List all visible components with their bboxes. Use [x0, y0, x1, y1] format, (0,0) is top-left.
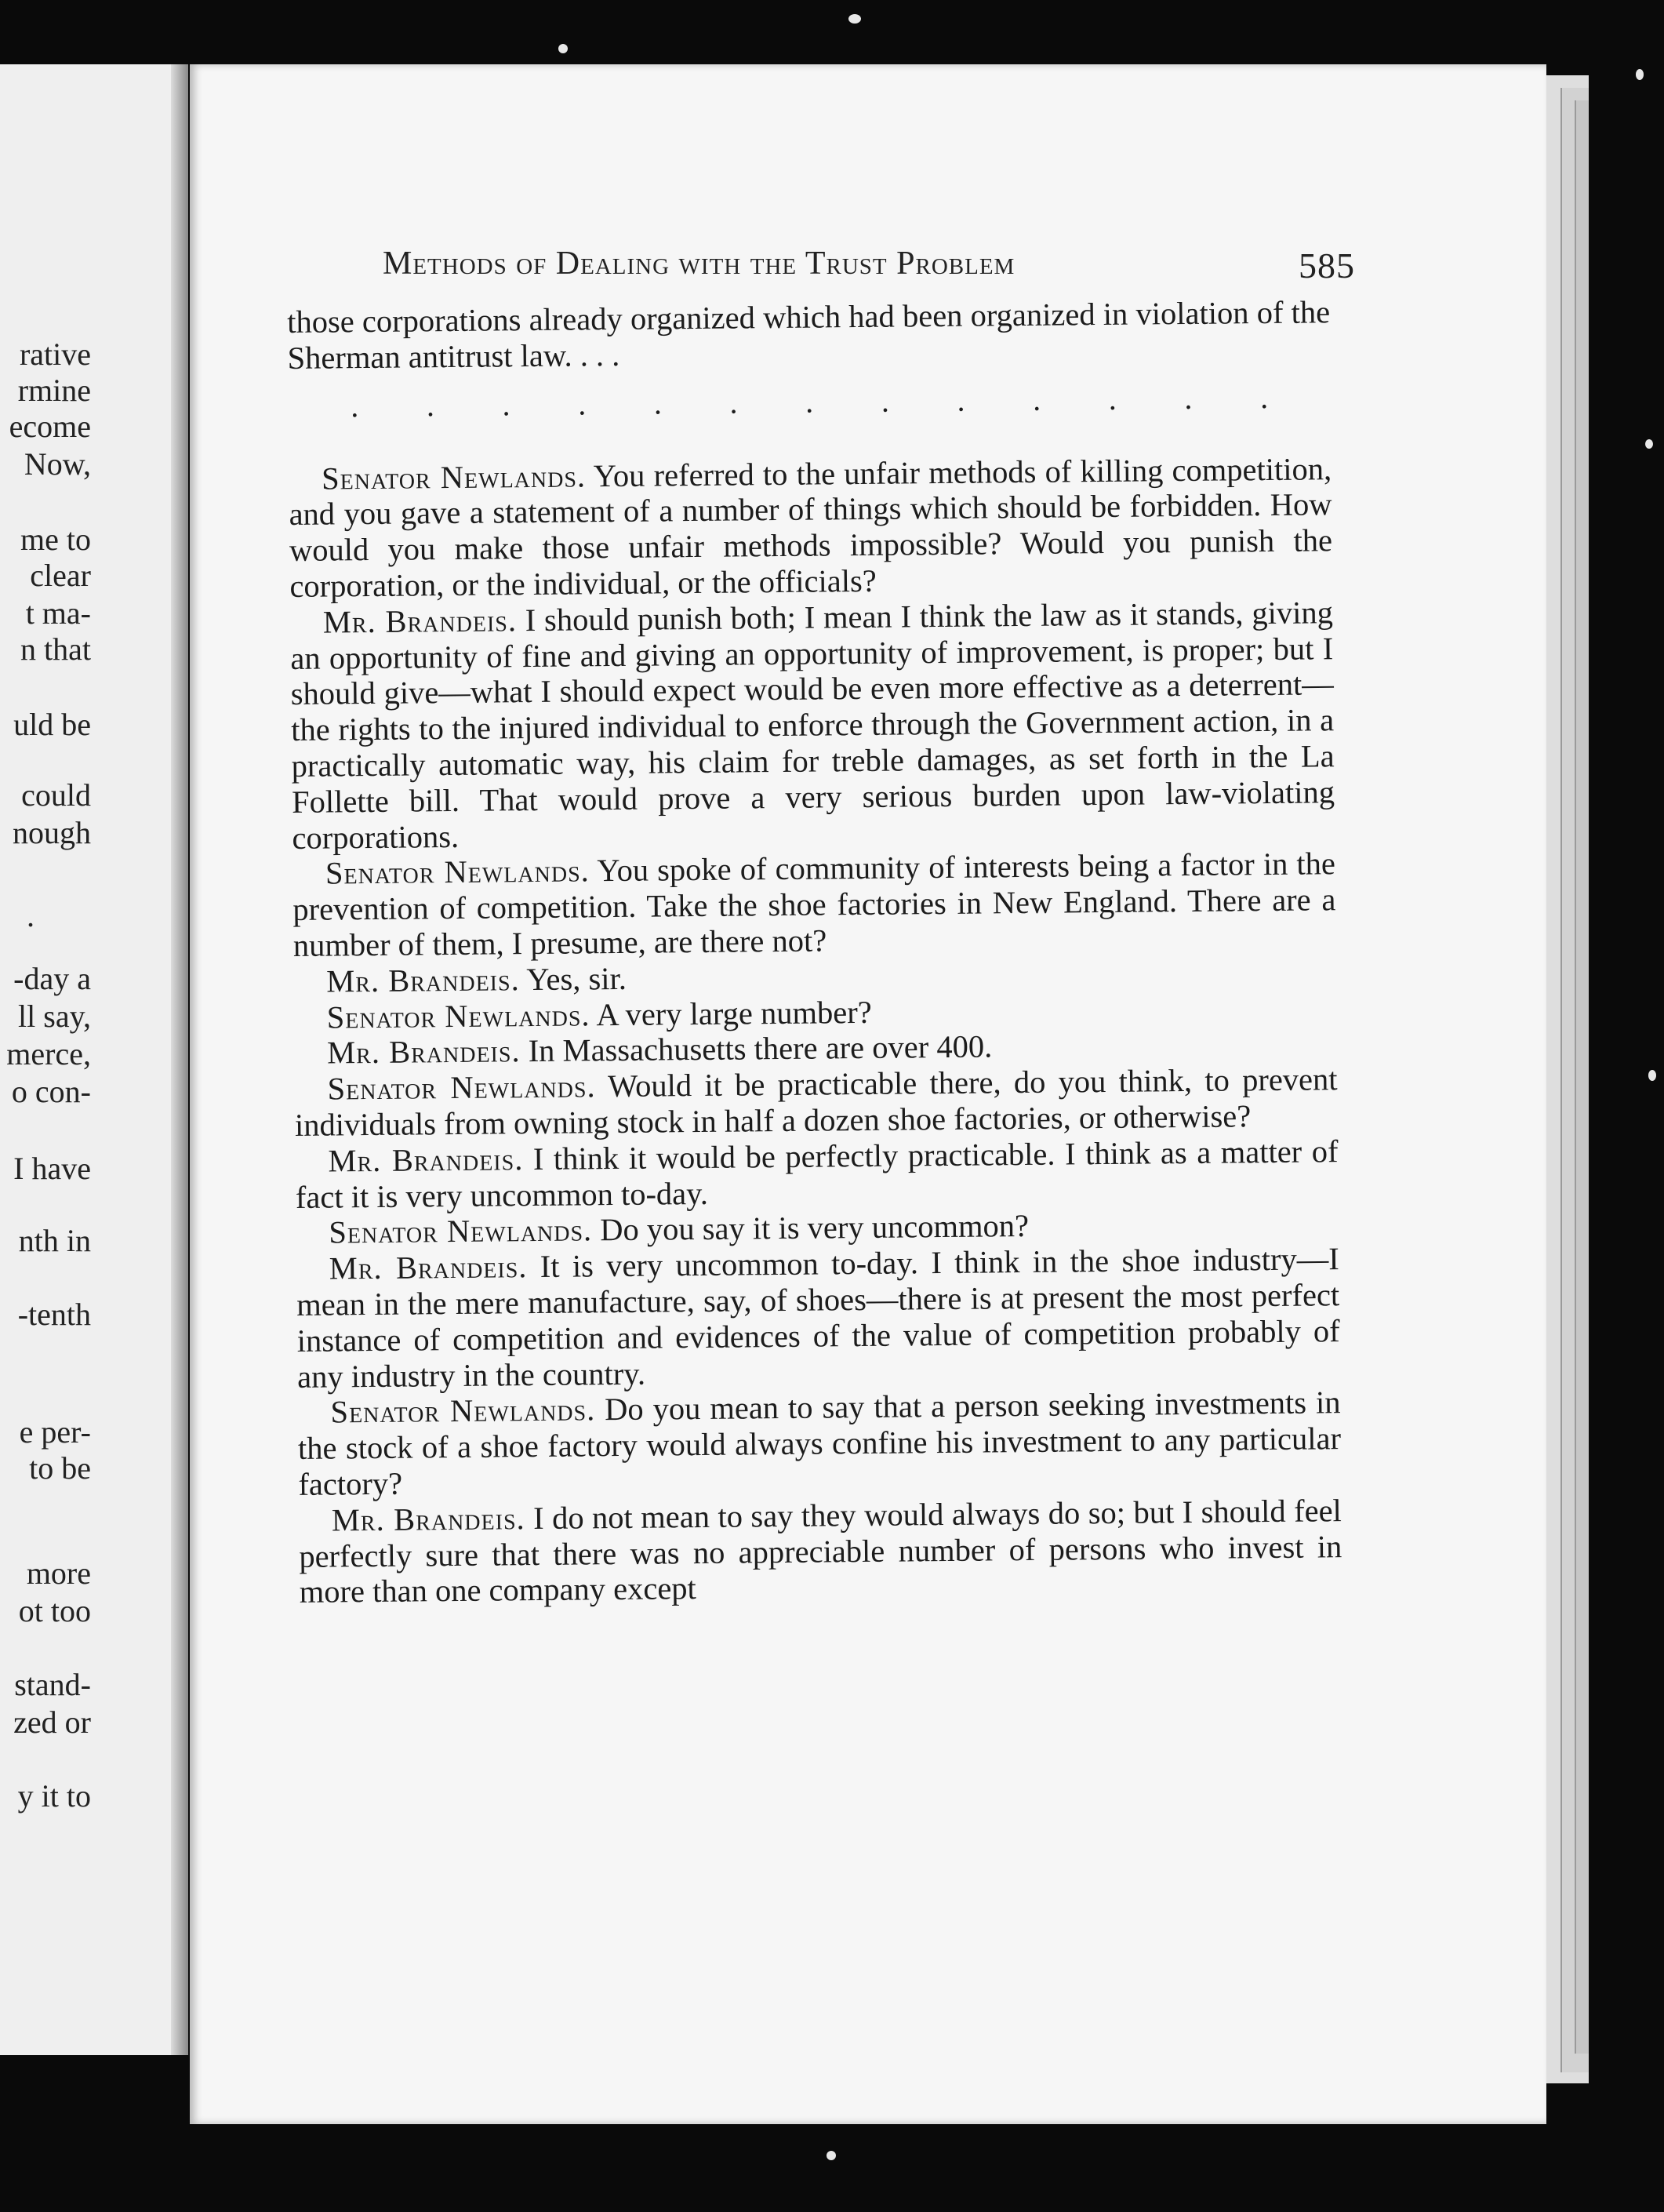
scan-speck: [1645, 439, 1653, 449]
exchange-paragraph: [296, 1241, 1341, 1395]
speech-text: You referred to the unfair methods of killing competition, and you gave a statement of a number of things which should be forbidden. How would you make those unfair methods impossible? Would you punish the corporation, or the individual, or the officials?: [289, 450, 1333, 604]
speaker-name: Senator Newlands.: [329, 1212, 593, 1250]
left-page-line: could: [21, 777, 91, 813]
exchange-paragraph: [299, 1493, 1342, 1610]
left-page-line: clear: [30, 558, 91, 593]
running-head: [383, 245, 1355, 286]
left-page-line: rative: [19, 337, 91, 372]
speech-text: Do you mean to say that a person seeking investments in the stock of a shoe factory would always confine his investment to any particular factory?: [297, 1384, 1342, 1502]
speaker-name: Mr. Brandeis.: [331, 1500, 525, 1538]
left-page-line: rmine: [17, 373, 91, 408]
left-page-line: more: [26, 1555, 91, 1591]
left-facing-page: [0, 64, 188, 2055]
exchange-paragraph: [295, 1133, 1339, 1215]
speaker-name: Senator Newlands.: [321, 457, 587, 497]
left-page-line: me to: [20, 522, 91, 557]
speech-text: I do not mean to say they would always do so; but I should feel perfectly sure that there was no appreciable number of persons who invest in more than one company except: [299, 1492, 1342, 1610]
left-page-line: Now,: [24, 446, 91, 482]
speech-text: I should punish both; I mean I think the law as it stands, giving an opportunity of fine and giving an opportunity of improvement, is proper; but I should give—what I should expect would be even more effective as a deterrent—the rights to the injured individual to enforce through the Government action, in a practically automatic way, his claim for treble damages, as set forth in the La Follette bill. That would prove a very serious burden upon law-violating corporations.: [290, 594, 1335, 856]
speech-text: It is very uncommon to-day. I think in the shoe industry—I mean in the mere manufacture, say, of shoes—there is at present the most perfect instance of competition and evidences of the value of competition probably of any industry in the country.: [296, 1241, 1340, 1395]
speech-text: Do you say it is very uncommon?: [600, 1208, 1030, 1248]
speaker-name: Mr. Brandeis.: [329, 1249, 528, 1286]
speech-text: In Massachusetts there are over 400.: [528, 1028, 993, 1069]
exchange-paragraph: [294, 1061, 1338, 1143]
speaker-name: Senator Newlands.: [325, 853, 590, 891]
scan-speck: [1636, 69, 1644, 80]
speaker-name: Senator Newlands.: [326, 996, 590, 1035]
page-edge: [1575, 100, 1589, 2054]
body-text: [287, 294, 1342, 1610]
page-number: 585: [1299, 246, 1355, 286]
exchange-paragraph: [289, 451, 1333, 605]
exchange-paragraph: [297, 1384, 1341, 1502]
running-head-title: Methods of Dealing with the Trust Problem: [383, 246, 1015, 282]
left-page-line: to be: [29, 1450, 91, 1486]
left-page-line: I have: [13, 1151, 91, 1186]
speaker-name: Mr. Brandeis.: [326, 961, 520, 999]
speaker-name: Senator Newlands.: [327, 1068, 596, 1107]
speaker-name: Mr. Brandeis.: [328, 1141, 524, 1179]
left-page-line: -tenth: [17, 1297, 91, 1332]
left-page-line: .: [27, 898, 35, 933]
ellipsis-row: . . . . . . . . . . . . .: [351, 379, 1269, 424]
speaker-name: Senator Newlands.: [330, 1392, 596, 1430]
scan-speck: [848, 14, 861, 24]
speech-text: I think it would be perfectly practicable. I think as a matter of fact it is very uncommon to-day.: [295, 1133, 1339, 1215]
speaker-name: Mr. Brandeis.: [322, 602, 518, 640]
scan-speck: [558, 44, 568, 53]
left-page-line: e per-: [19, 1414, 91, 1450]
left-page-line: ot too: [18, 1593, 91, 1628]
exchange-paragraph: [292, 846, 1336, 964]
left-page-line: o con-: [11, 1074, 91, 1109]
left-page-line: stand-: [14, 1667, 91, 1702]
exchange-paragraph: [290, 595, 1335, 856]
left-page-line: merce,: [6, 1036, 91, 1071]
left-page-line: nough: [13, 815, 91, 850]
page-gutter: [171, 64, 188, 2055]
left-page-line: ecome: [9, 409, 91, 444]
left-page-line: uld be: [13, 707, 91, 742]
speech-text: Would it be practicable there, do you think, to prevent individuals from owning stock in half a dozen shoe factories, or otherwise?: [294, 1061, 1338, 1143]
left-page-line: ll say,: [18, 999, 91, 1034]
left-page-line: nth in: [18, 1223, 91, 1258]
scan-speck: [827, 2151, 836, 2160]
speech-text: You spoke of community of interests being a factor in the prevention of competition. Take the shoe factories in New England. There are a number of them, I presume, are there not?: [292, 846, 1336, 963]
intro-paragraph: those corporations already organized which had been organized in violation of the Sherman antitrust law. . . .: [287, 294, 1331, 376]
left-page-line: zed or: [13, 1704, 91, 1740]
left-page-line: t ma-: [25, 595, 91, 631]
speaker-name: Mr. Brandeis.: [326, 1033, 521, 1071]
scan-speck: [1648, 1070, 1656, 1081]
left-page-line: y it to: [17, 1778, 91, 1814]
left-page-line: -day a: [13, 961, 91, 996]
speech-text: A very large number?: [596, 994, 872, 1032]
left-page-line: n that: [20, 631, 91, 667]
speech-text: Yes, sir.: [526, 960, 627, 997]
